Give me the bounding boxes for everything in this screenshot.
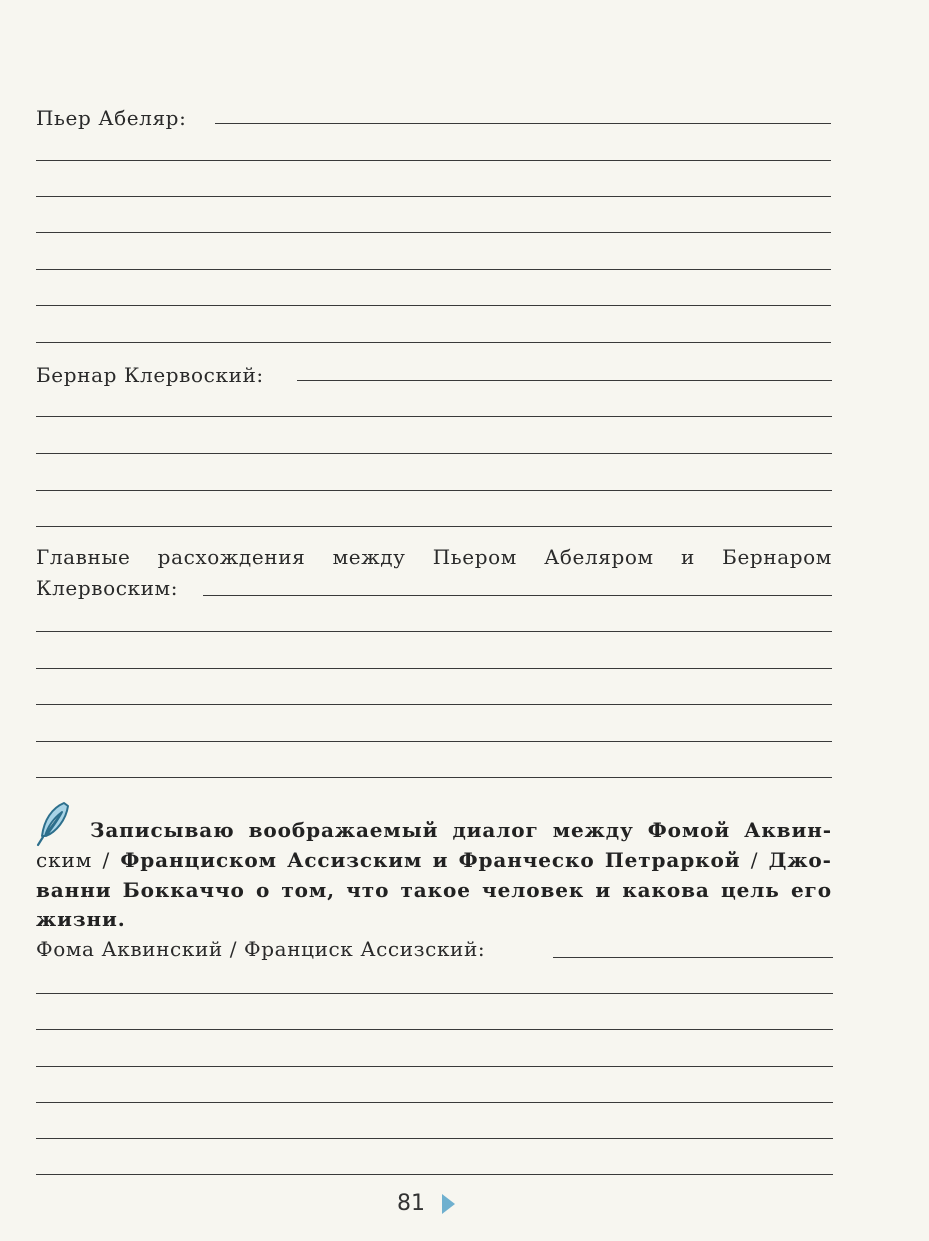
- word: Фомой: [647, 818, 731, 842]
- answer-line[interactable]: [36, 993, 833, 994]
- answer-line[interactable]: [36, 342, 831, 343]
- word: между: [332, 545, 406, 569]
- word: Петраркой: [604, 848, 741, 872]
- differences-heading: [36, 545, 832, 569]
- answer-line[interactable]: [553, 957, 833, 958]
- word: ванни: [36, 878, 112, 902]
- word: Записываю: [90, 818, 235, 842]
- word: его: [790, 878, 832, 902]
- word: Пьером: [432, 545, 517, 569]
- word: человек: [482, 878, 585, 902]
- task-line-3: [36, 878, 832, 902]
- answer-line[interactable]: [36, 416, 832, 417]
- answer-line[interactable]: [36, 668, 832, 669]
- task-line-4: жизни.: [36, 907, 126, 931]
- word: Аквин-: [744, 818, 832, 842]
- word: воображаемый: [248, 818, 439, 842]
- answer-line[interactable]: [36, 741, 832, 742]
- answer-line[interactable]: [297, 380, 832, 381]
- abelard-label: Пьер Абеляр:: [36, 106, 187, 130]
- answer-line[interactable]: [36, 490, 832, 491]
- word: между: [552, 818, 634, 842]
- answer-line[interactable]: [36, 160, 831, 161]
- word: Джо-: [768, 848, 832, 872]
- answer-line[interactable]: [36, 1066, 833, 1067]
- answer-line[interactable]: [36, 1174, 833, 1175]
- word: о: [255, 878, 271, 902]
- page-number: 81: [397, 1191, 425, 1216]
- task-line-1: [90, 818, 832, 842]
- word: и: [595, 878, 612, 902]
- word: /: [750, 848, 759, 872]
- word: расхождения: [157, 545, 306, 569]
- feather-pen-icon: [34, 800, 74, 848]
- answer-line[interactable]: [36, 305, 831, 306]
- word: такое: [400, 878, 471, 902]
- word: цель: [720, 878, 780, 902]
- answer-line[interactable]: [36, 1102, 833, 1103]
- answer-line[interactable]: [36, 1029, 833, 1030]
- answer-line[interactable]: [36, 269, 831, 270]
- word: Бернаром: [722, 545, 832, 569]
- answer-line[interactable]: [215, 123, 831, 124]
- word: Франческо: [458, 848, 595, 872]
- answer-line[interactable]: [36, 453, 832, 454]
- word: Боккаччо: [122, 878, 245, 902]
- word: и: [432, 848, 449, 872]
- word: диалог: [452, 818, 539, 842]
- word: Франциском: [120, 848, 277, 872]
- word: /: [102, 848, 111, 872]
- bernard-label: Бернар Клервоский:: [36, 363, 264, 387]
- answer-line[interactable]: [36, 777, 832, 778]
- word: Абеляром: [544, 545, 654, 569]
- answer-line[interactable]: [36, 196, 831, 197]
- answer-line[interactable]: [203, 595, 832, 596]
- next-arrow-icon: [442, 1194, 455, 1214]
- answer-line[interactable]: [36, 1138, 833, 1139]
- answer-line[interactable]: [36, 526, 832, 527]
- word: ским: [36, 848, 93, 872]
- word: что: [346, 878, 390, 902]
- word: Ассизским: [287, 848, 423, 872]
- answer-line[interactable]: [36, 631, 832, 632]
- word: какова: [622, 878, 710, 902]
- task-line-2: [36, 848, 832, 872]
- answer-line[interactable]: [36, 704, 832, 705]
- thomas-label: Фома Аквинский / Франциск Ассизский:: [36, 937, 486, 961]
- word: том,: [281, 878, 336, 902]
- differences-label: Клервоским:: [36, 576, 179, 600]
- word: и: [680, 545, 695, 569]
- answer-line[interactable]: [36, 232, 831, 233]
- word: Главные: [36, 545, 131, 569]
